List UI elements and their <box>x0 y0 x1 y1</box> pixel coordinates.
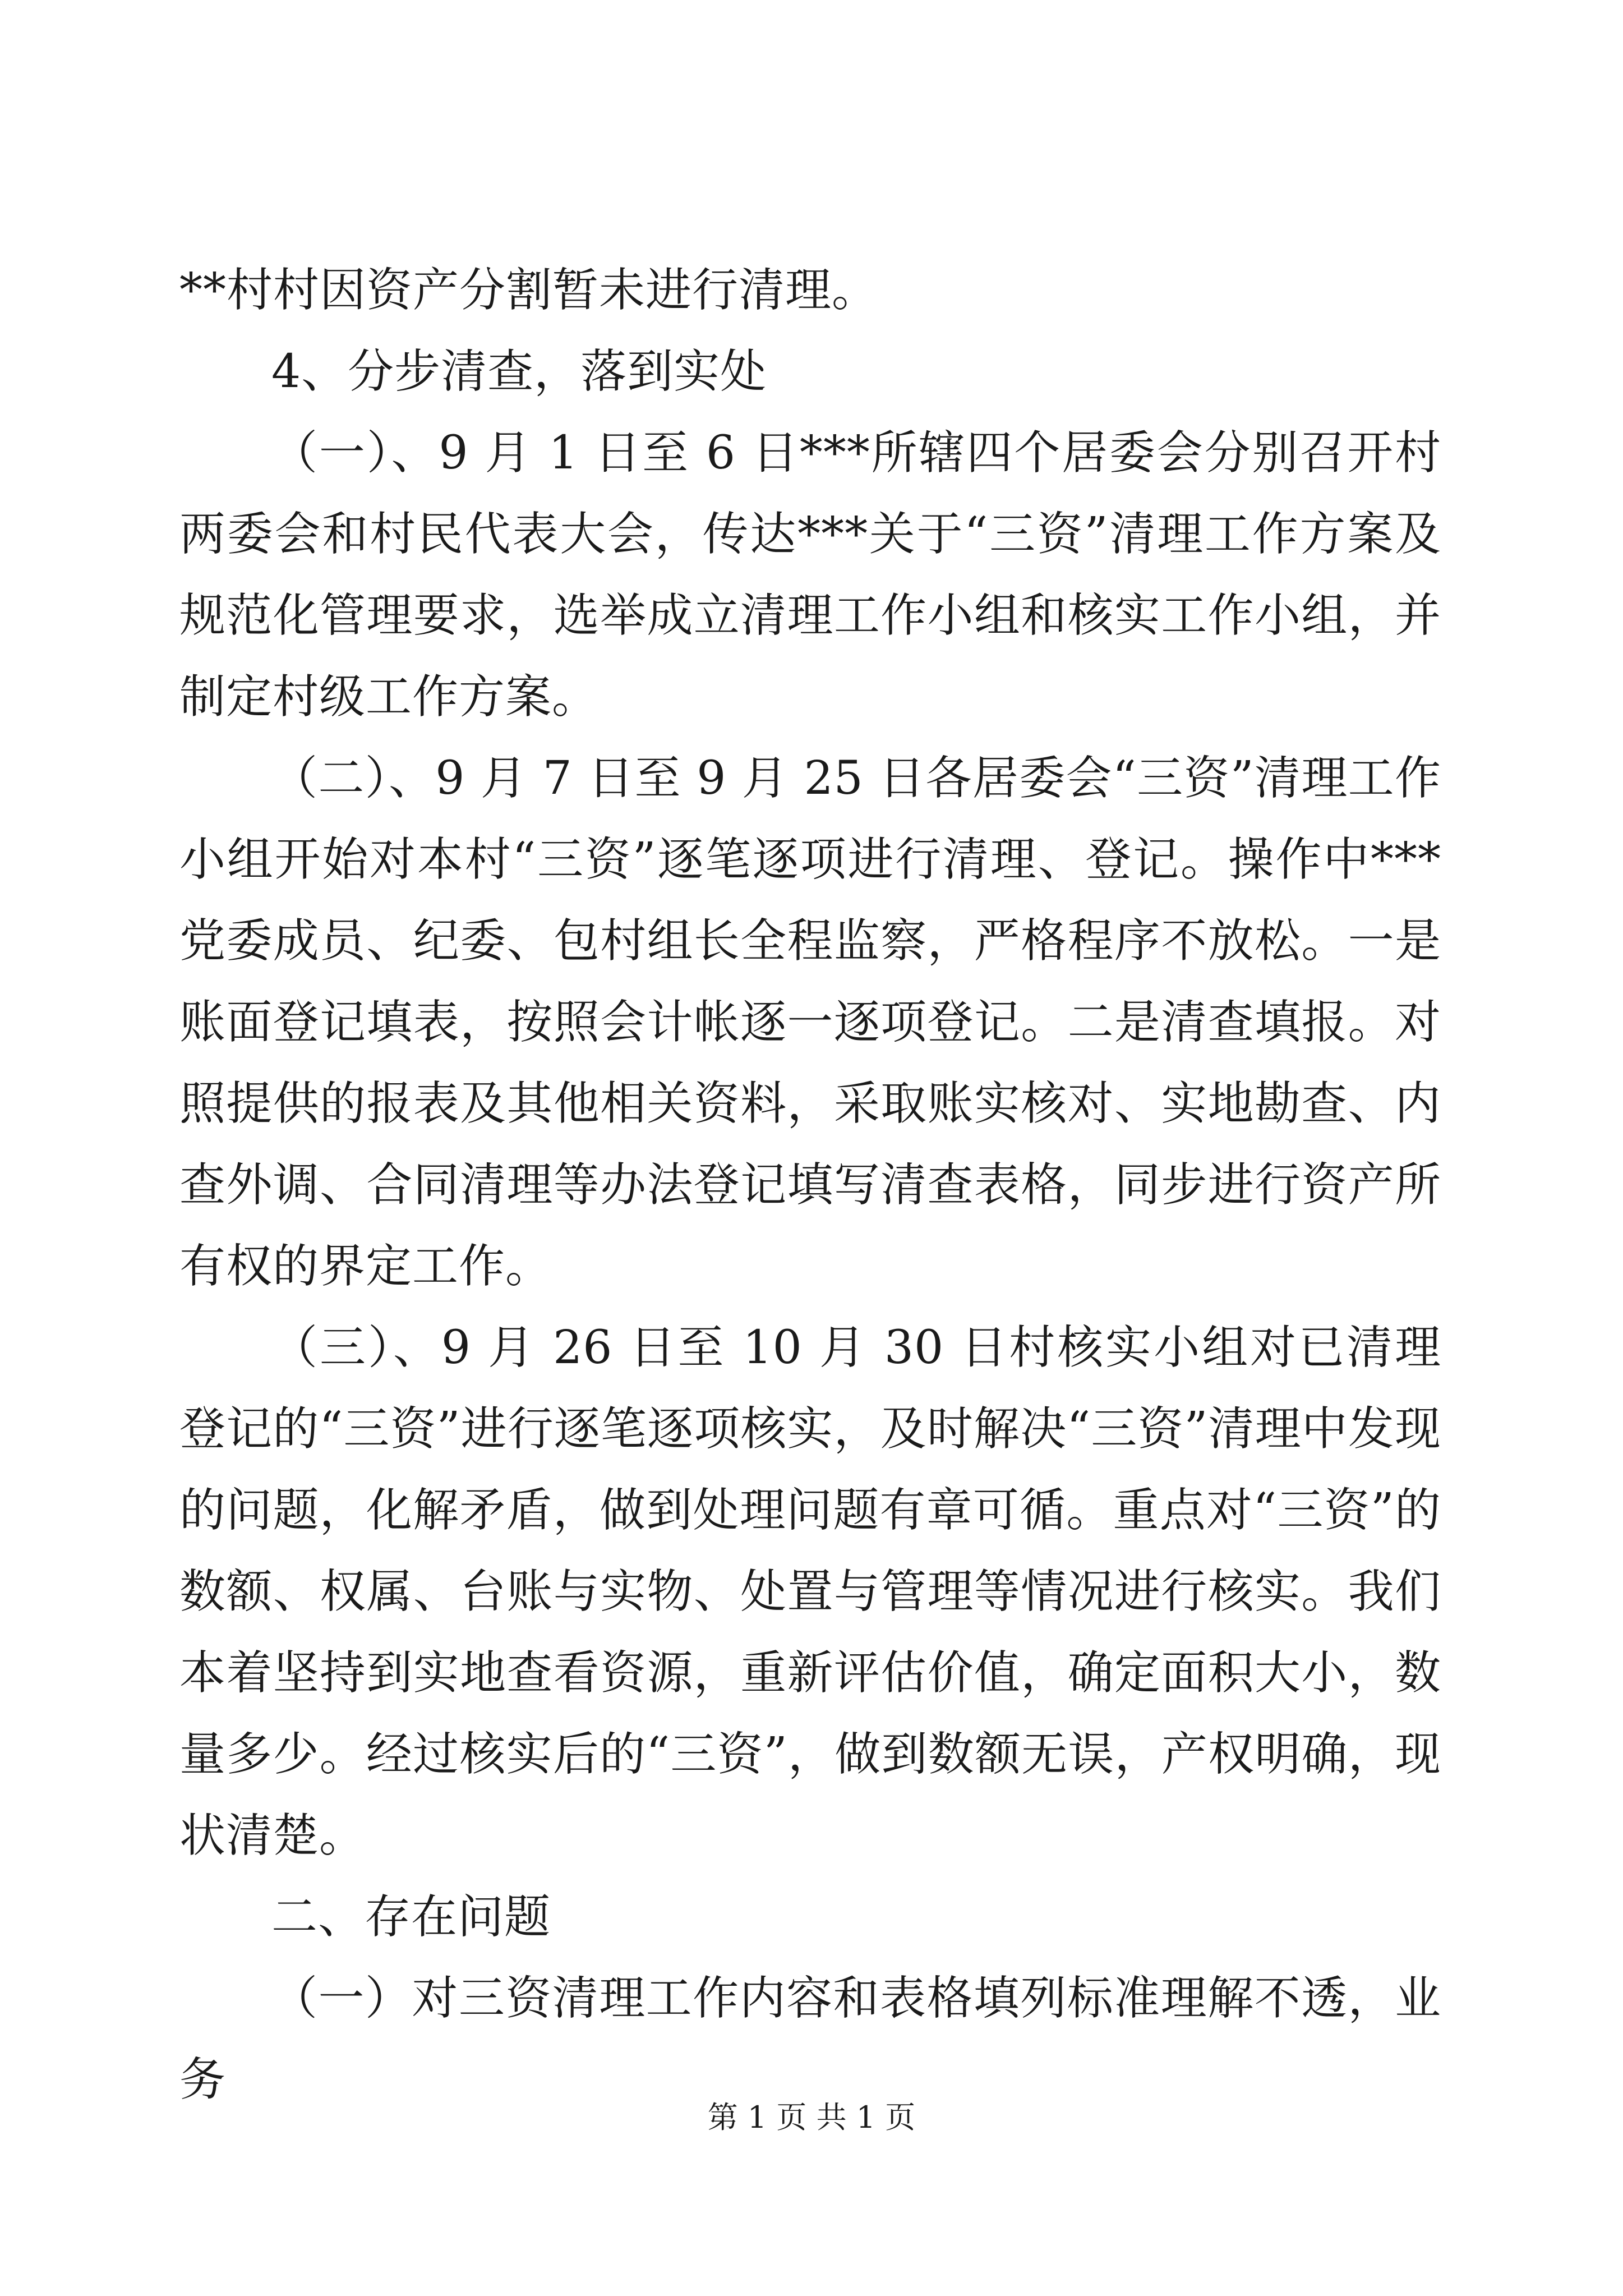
paragraph-3: （一）、9 月 1 日至 6 日***所辖四个居委会分别召开村两委会和村民代表大会，传达***关于“三资”清理工作方案及规范化管理要求，选举成立清理工作小组和核实工作小组，并制定村级工作方案。 <box>179 426 1441 724</box>
document-body <box>179 250 1441 2120</box>
paragraph-2: 4、分步清查，落到实处 <box>271 345 767 398</box>
section-heading: 二、存在问题 <box>271 1890 551 1944</box>
paragraph-1: **村村因资产分割暂未进行清理。 <box>179 264 879 317</box>
paragraph-7: （一）对三资清理工作内容和表格填列标准理解不透，业务 <box>179 1972 1441 2106</box>
page-footer: 第 1 页 共 1 页 <box>707 2100 916 2135</box>
paragraph-4: （二）、9 月 7 日至 9 月 25 日各居委会“三资”清理工作小组开始对本村“三资”逐笔逐项进行清理、登记。操作中***党委成员、纪委、包村组长全程监察，严格程序不放松。一是账面登记填表，按照会计帐逐一逐项登记。二是清查填报。对照提供的报表及其他相关资料，采取账实核对、实地勘查、内查外调、合同清理等办法登记填写清查表格，同步进行资产所有权的界定工作。 <box>179 752 1441 1293</box>
paragraph-5: （三）、9 月 26 日至 10 月 30 日村核实小组对已清理登记的“三资”进行逐笔逐项核实，及时解决“三资”清理中发现的问题，化解矛盾，做到处理问题有章可循。重点对“三资”的数额、权属、台账与实物、处置与管理等情况进行核实。我们本着坚持到实地查看资源，重新评估价值，确定面积大小，数量多少。经过核实后的“三资”，做到数额无误，产权明确，现状清楚。 <box>179 1321 1441 1862</box>
